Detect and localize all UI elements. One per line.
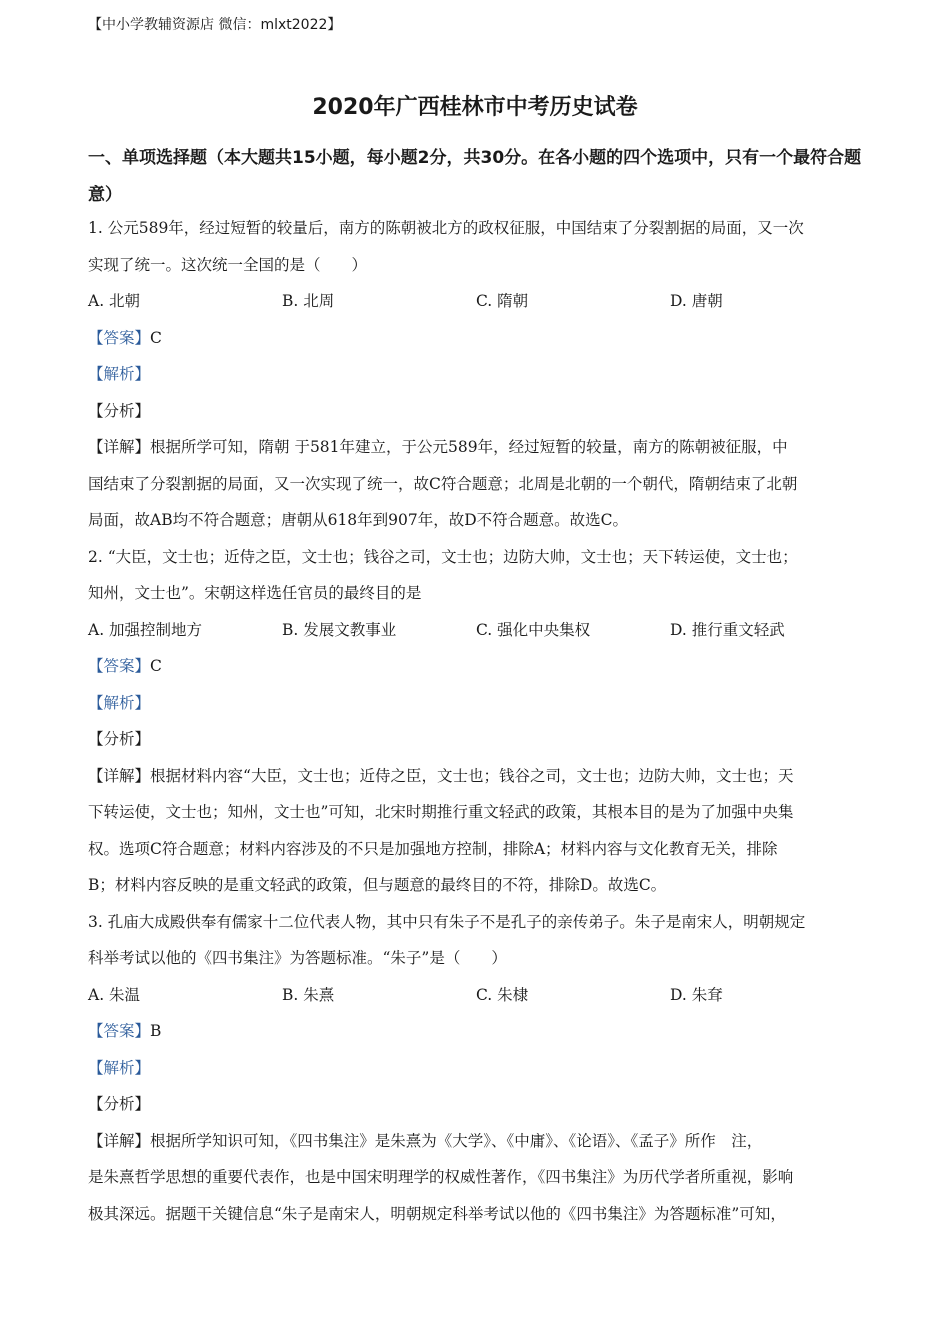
jiexi-tag: 【解析】 bbox=[88, 1058, 151, 1077]
question-2-detail-line-3: 权。选项C符合题意；材料内容涉及的不只是加强地方控制，排除A；材料内容与文化教育无关，排除 bbox=[88, 839, 778, 858]
question-3-jiexi bbox=[88, 1050, 878, 1087]
fenxi-tag: 【分析】 bbox=[88, 730, 151, 748]
question-2-option-c: C. 强化中央集权 bbox=[476, 620, 591, 639]
fenxi-tag: 【分析】 bbox=[88, 1095, 151, 1113]
detail-text: 根据所学可知，隋朝 于581年建立，于公元589年，经过短暂的较量，南方的陈朝被征服，中 bbox=[150, 438, 788, 456]
question-2-answer bbox=[88, 648, 878, 685]
page-title: 2020年广西桂林市中考历史试卷 bbox=[312, 95, 638, 120]
fenxi-tag: 【分析】 bbox=[88, 401, 151, 420]
jiexi-tag: 【解析】 bbox=[88, 693, 151, 712]
question-3-option-a: A. 朱温 bbox=[88, 985, 141, 1004]
question-2-option-b: B. 发展文教事业 bbox=[282, 620, 397, 639]
question-3-option-c: C. 朱棣 bbox=[476, 985, 529, 1004]
question-2-detail-line-2: 下转运使，文士也；知州，文士也”可知，北宋时期推行重文轻武的政策，其根本目的是为了加强中央集 bbox=[88, 803, 794, 821]
answer-value: C bbox=[150, 657, 162, 675]
question-2-jiexi bbox=[88, 685, 878, 722]
question-2-option-d: D. 推行重文轻武 bbox=[670, 620, 785, 639]
question-1-answer bbox=[88, 320, 878, 357]
detail-tag: 【详解】 bbox=[88, 766, 151, 785]
answer-value: B bbox=[150, 1022, 162, 1040]
header-note: 【中小学教辅资源店 微信：mlxt2022】 bbox=[88, 17, 342, 33]
detail-tag: 【详解】 bbox=[88, 438, 151, 456]
answer-value: C bbox=[150, 328, 162, 347]
question-1-detail-line-3: 局面，故AB均不符合题意；唐朝从618年到907年，故D不符合题意。故选C。 bbox=[88, 511, 629, 529]
question-2-option-a: A. 加强控制地方 bbox=[88, 620, 203, 639]
detail-tag: 【详解】 bbox=[88, 1131, 151, 1150]
question-2-stem-line-2: 知州，文士也”。宋朝这样选任官员的最终目的是 bbox=[88, 584, 422, 602]
question-3-answer bbox=[88, 1013, 878, 1050]
jiexi-tag: 【解析】 bbox=[88, 365, 151, 383]
question-3-detail-line-2: 是朱熹哲学思想的重要代表作，也是中国宋明理学的权威性著作，《四书集注》为历代学者所重视，影响 bbox=[88, 1168, 794, 1186]
question-3-stem-line-2: 科举考试以他的《四书集注》为答题标准。“朱子”是（ ） bbox=[88, 949, 507, 967]
question-3-option-b: B. 朱熹 bbox=[282, 985, 335, 1004]
answer-tag: 【答案】 bbox=[88, 1022, 151, 1040]
question-1-stem-line-2: 实现了统一。这次统一全国的是（ ） bbox=[88, 255, 368, 274]
question-1-option-b: B. 北周 bbox=[282, 292, 335, 310]
question-3-detail-line-3: 极其深远。据题干关键信息“朱子是南宋人，明朝规定科举考试以他的《四书集注》为答题标准”可知， bbox=[88, 1204, 786, 1223]
question-1-option-d: D. 唐朝 bbox=[670, 292, 723, 310]
question-2-options bbox=[88, 612, 878, 649]
question-3-options bbox=[88, 977, 878, 1014]
section-heading: 一、单项选择题（本大题共15小题，每小题2分，共30分。在各小题的四个选项中，只有一个最符合题意） bbox=[88, 148, 862, 205]
question-1-detail-line-2: 国结束了分裂割据的局面，又一次实现了统一，故C符合题意；北周是北朝的一个朝代，隋朝结束了北朝 bbox=[88, 474, 798, 493]
answer-tag: 【答案】 bbox=[88, 657, 151, 675]
question-2-detail-line-4: B；材料内容反映的是重文轻武的政策，但与题意的最终目的不符，排除D。故选C。 bbox=[88, 876, 667, 894]
question-1-options bbox=[88, 283, 878, 320]
question-1-detail-line-1 bbox=[88, 429, 878, 466]
question-1-option-c: C. 隋朝 bbox=[476, 292, 529, 310]
question-3-fenxi bbox=[88, 1086, 878, 1123]
question-1-fenxi bbox=[88, 393, 878, 430]
detail-text: 根据所学知识可知，《四书集注》是朱熹为《大学》、《中庸》、《论语》、《孟子》所作 注， bbox=[150, 1131, 763, 1150]
question-3-detail-line-1 bbox=[88, 1123, 878, 1160]
question-3-option-d: D. 朱耷 bbox=[670, 985, 723, 1004]
question-2-detail-line-1 bbox=[88, 758, 878, 795]
question-3-stem-line-1: 3. 孔庙大成殿供奉有儒家十二位代表人物，其中只有朱子不是孔子的亲传弟子。朱子是南宋人，明朝规定 bbox=[88, 912, 806, 931]
detail-text: 根据材料内容“大臣，文士也；近侍之臣，文士也；钱谷之司，文士也；边防大帅，文士也；天 bbox=[150, 766, 794, 785]
question-2-fenxi bbox=[88, 721, 878, 758]
question-2-stem-line-1: 2. “大臣，文士也；近侍之臣，文士也；钱谷之司，文士也；边防大帅，文士也；天下转运使，文士也； bbox=[88, 547, 798, 566]
answer-tag: 【答案】 bbox=[88, 328, 151, 347]
question-1-stem-line-1: 1. 公元589年，经过短暂的较量后，南方的陈朝被北方的政权征服，中国结束了分裂割据的局面，又一次 bbox=[88, 219, 804, 237]
question-1-jiexi bbox=[88, 356, 878, 393]
question-1-option-a: A. 北朝 bbox=[88, 292, 141, 310]
questions-content bbox=[88, 210, 878, 1232]
